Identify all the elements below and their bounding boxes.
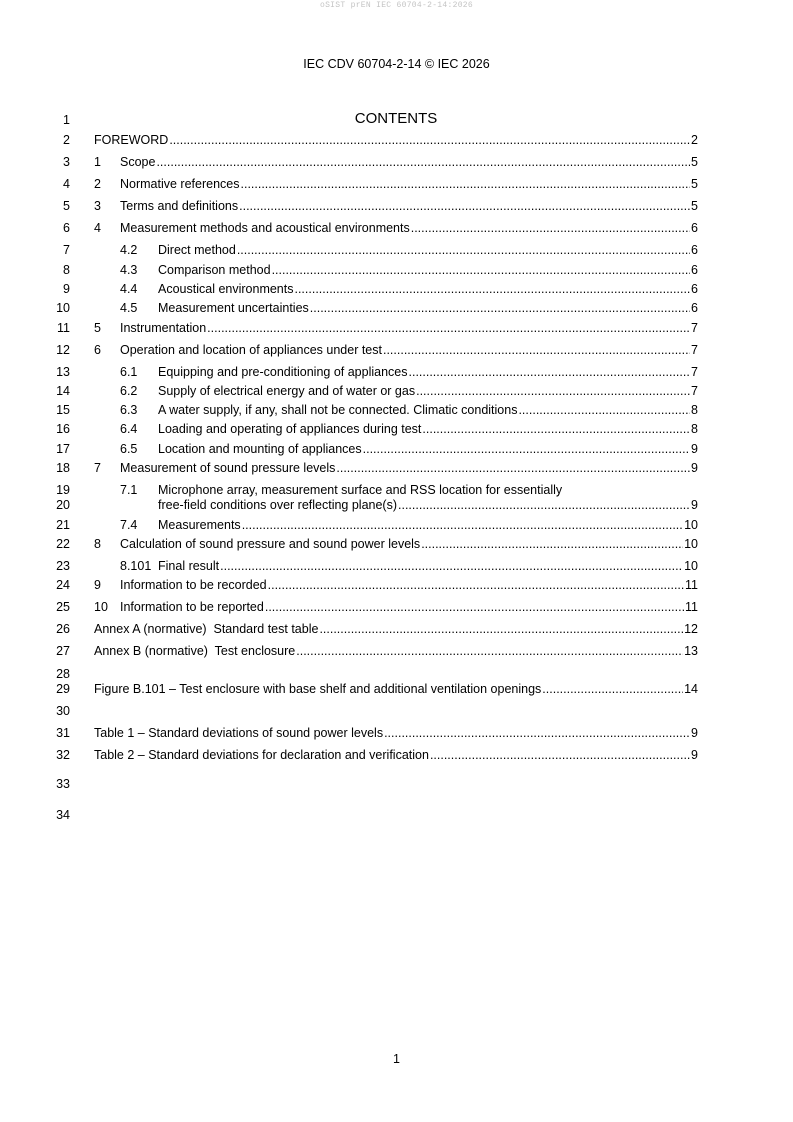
toc-entry-title: Location and mounting of appliances <box>158 442 362 456</box>
dot-leader <box>265 600 684 615</box>
toc-entry-title: Instrumentation <box>120 321 207 335</box>
line-row <box>0 461 793 476</box>
toc-entry-number: 7.4 <box>120 518 138 532</box>
toc-entry-title: Annex A (normative) Standard test table <box>94 622 319 636</box>
toc-entry-comparison-method[interactable] <box>120 263 698 278</box>
dot-leader <box>207 321 690 336</box>
line-number: 11 <box>57 321 70 335</box>
line-number: 30 <box>56 704 70 718</box>
line-number: 14 <box>56 384 70 398</box>
line-number: 9 <box>63 282 70 296</box>
dot-leader <box>542 682 683 697</box>
line-number: 5 <box>63 199 70 213</box>
contents-title: CONTENTS <box>354 110 438 127</box>
line-number: 31 <box>56 726 70 740</box>
toc-entry-title: Calculation of sound pressure and sound power levels <box>120 537 421 551</box>
toc-entry-info-recorded[interactable] <box>94 578 698 593</box>
toc-entry-title: Figure B.101 – Test enclosure with base shelf and additional ventilation openings <box>94 682 542 696</box>
toc-entry-page: 9 <box>691 442 698 456</box>
line-number: 18 <box>56 461 70 475</box>
line-number: 17 <box>56 442 70 456</box>
line-number: 15 <box>56 403 70 417</box>
line-row <box>0 155 793 170</box>
toc-entry-title: Final result <box>158 559 220 573</box>
toc-entry-number: 4.2 <box>120 243 138 257</box>
toc-entry-calculation[interactable] <box>94 537 698 552</box>
line-number: 4 <box>63 177 70 191</box>
toc-entry-info-reported[interactable] <box>94 600 698 615</box>
toc-entry-title: Information to be reported <box>120 600 264 614</box>
toc-entry-table-2[interactable] <box>94 748 698 763</box>
toc-entry-microphone-array[interactable] <box>120 483 562 498</box>
toc-entry-instrumentation[interactable] <box>94 321 698 336</box>
toc-entry-title: Equipping and pre-conditioning of appliances <box>158 365 408 379</box>
toc-entry-page: 11 <box>685 600 698 614</box>
toc-entry-page: 10 <box>684 537 698 551</box>
toc-entry-page: 12 <box>684 622 698 636</box>
toc-entry-page: 7 <box>691 365 698 379</box>
toc-entry-number: 6.3 <box>120 403 138 417</box>
dot-leader <box>409 365 691 380</box>
toc-entry-number: 6 <box>94 343 101 357</box>
line-number: 12 <box>56 343 70 357</box>
line-row <box>0 704 793 719</box>
toc-entry-page: 7 <box>691 343 698 357</box>
line-row <box>0 682 793 697</box>
dot-leader <box>169 133 690 148</box>
toc-entry-title: Operation and location of appliances under test <box>120 343 382 357</box>
dot-leader <box>237 243 690 258</box>
toc-entry-page: 5 <box>691 199 698 213</box>
toc-entry-title: Scope <box>120 155 156 169</box>
dot-leader <box>310 301 690 316</box>
line-row <box>0 537 793 552</box>
dot-leader <box>268 578 684 593</box>
toc-entry-number: 6.4 <box>120 422 138 436</box>
line-number: 1 <box>63 113 70 127</box>
line-row <box>0 263 793 278</box>
line-number: 22 <box>56 537 70 551</box>
line-row <box>0 518 793 533</box>
line-row <box>0 748 793 763</box>
toc-entry-page: 14 <box>684 682 698 696</box>
toc-entry-foreword[interactable] <box>94 133 698 148</box>
toc-entry-title: Measurement methods and acoustical environments <box>120 221 410 235</box>
line-number: 7 <box>63 243 70 257</box>
toc-entry-measurement-uncertainties[interactable] <box>120 301 698 316</box>
dot-leader <box>336 461 690 476</box>
toc-entry-final-result[interactable] <box>120 559 698 574</box>
toc-entry-title: Information to be recorded <box>120 578 267 592</box>
line-row <box>0 578 793 593</box>
dot-leader <box>518 403 690 418</box>
dot-leader <box>384 726 690 741</box>
toc-entry-page: 6 <box>691 263 698 277</box>
dot-leader <box>363 442 690 457</box>
toc-entry-number: 8 <box>94 537 101 551</box>
toc-entry-direct-method[interactable] <box>120 243 698 258</box>
toc-entry-page: 6 <box>691 243 698 257</box>
dot-leader <box>294 282 690 297</box>
toc-entry-operation-location[interactable] <box>94 343 698 358</box>
toc-entry-title: free-field conditions over reflecting plane(s) <box>158 498 398 512</box>
dot-leader <box>241 177 691 192</box>
line-row <box>0 622 793 637</box>
toc-entry-page: 9 <box>691 726 698 740</box>
toc-entry-title: Annex B (normative) Test enclosure <box>94 644 296 658</box>
dot-leader <box>430 748 690 763</box>
toc-entry-number: 6.2 <box>120 384 138 398</box>
line-row <box>0 110 793 128</box>
toc-entry-title: Measurements <box>158 518 241 532</box>
toc-entry-page: 9 <box>691 461 698 475</box>
toc-entry-page: 6 <box>691 282 698 296</box>
toc-entry-number: 7.1 <box>120 483 138 497</box>
dot-leader <box>156 155 690 170</box>
toc-entry-number: 3 <box>94 199 101 213</box>
line-row <box>0 667 793 682</box>
line-row <box>0 644 793 659</box>
page-number: 1 <box>393 1052 400 1066</box>
line-row <box>0 221 793 236</box>
line-row <box>0 403 793 418</box>
line-row <box>0 365 793 380</box>
line-row <box>0 498 793 513</box>
toc-entry-number: 1 <box>94 155 101 169</box>
line-number: 8 <box>63 263 70 277</box>
line-number: 33 <box>56 777 70 791</box>
line-row <box>0 442 793 457</box>
toc-entry-title: Measurement uncertainties <box>158 301 309 315</box>
line-number: 19 <box>56 483 70 497</box>
line-number: 29 <box>56 682 70 696</box>
line-row <box>0 384 793 399</box>
dot-leader <box>319 622 683 637</box>
line-number: 28 <box>56 667 70 681</box>
dot-leader <box>383 343 690 358</box>
line-row <box>0 343 793 358</box>
toc-entry-supply[interactable] <box>120 384 698 399</box>
toc-entry-equipping[interactable] <box>120 365 698 380</box>
toc-entry-microphone-array-cont[interactable] <box>158 498 698 513</box>
toc-entry-title: Table 2 – Standard deviations for declaration and verification <box>94 748 429 762</box>
toc-entry-measurement-methods[interactable] <box>94 221 698 236</box>
dot-leader <box>421 537 683 552</box>
line-number: 13 <box>56 365 70 379</box>
toc-entry-water-supply[interactable] <box>120 403 698 418</box>
toc-entry-page: 10 <box>684 518 698 532</box>
toc-entry-number: 6.5 <box>120 442 138 456</box>
dot-leader <box>242 518 683 533</box>
toc-entry-loading[interactable] <box>120 422 698 437</box>
dot-leader <box>416 384 690 399</box>
toc-entry-number: 4 <box>94 221 101 235</box>
line-number: 32 <box>56 748 70 762</box>
dot-leader <box>296 644 683 659</box>
line-row <box>0 199 793 214</box>
line-number: 16 <box>56 422 70 436</box>
toc-entry-number: 4.4 <box>120 282 138 296</box>
toc-entry-page: 9 <box>691 498 698 512</box>
toc-entry-page: 8 <box>691 422 698 436</box>
toc-entry-figure-b101[interactable] <box>94 682 698 697</box>
line-row <box>0 282 793 297</box>
toc-entry-page: 6 <box>691 221 698 235</box>
line-row <box>0 321 793 336</box>
toc-entry-annex-a[interactable] <box>94 622 698 637</box>
toc-entry-annex-b[interactable] <box>94 644 698 659</box>
line-number: 20 <box>56 498 70 512</box>
line-number: 26 <box>56 622 70 636</box>
toc-entry-page: 13 <box>684 644 698 658</box>
toc-entry-terms[interactable] <box>94 199 698 214</box>
dot-leader <box>398 498 690 513</box>
line-row <box>0 777 793 792</box>
toc-entry-normative-references[interactable] <box>94 177 698 192</box>
line-number: 23 <box>56 559 70 573</box>
toc-entry-page: 11 <box>685 578 698 592</box>
dot-leader <box>220 559 683 574</box>
toc-entry-title: Normative references <box>120 177 240 191</box>
line-row <box>0 422 793 437</box>
toc-entry-page: 9 <box>691 748 698 762</box>
toc-entry-measurements[interactable] <box>120 518 698 533</box>
line-row <box>0 808 793 823</box>
toc-entry-number: 9 <box>94 578 101 592</box>
toc-entry-number: 4.5 <box>120 301 138 315</box>
toc-entry-title: FOREWORD <box>94 133 169 147</box>
toc-entry-title: Measurement of sound pressure levels <box>120 461 336 475</box>
line-number: 34 <box>56 808 70 822</box>
document-header: IEC CDV 60704-2-14 © IEC 2026 <box>303 57 490 71</box>
toc-entry-table-1[interactable] <box>94 726 698 741</box>
line-number: 25 <box>56 600 70 614</box>
toc-entry-number: 2 <box>94 177 101 191</box>
dot-leader <box>411 221 690 236</box>
line-row <box>0 726 793 741</box>
toc-entry-number: 4.3 <box>120 263 138 277</box>
line-number: 27 <box>56 644 70 658</box>
line-row <box>0 559 793 574</box>
dot-leader <box>272 263 690 278</box>
toc-entry-title: Direct method <box>158 243 236 257</box>
line-number: 21 <box>56 518 70 532</box>
line-row <box>0 243 793 258</box>
line-number: 10 <box>56 301 70 315</box>
toc-entry-number: 8.101 <box>120 559 152 573</box>
toc-entry-page: 6 <box>691 301 698 315</box>
toc-entry-number: 7 <box>94 461 101 475</box>
toc-entry-title: Acoustical environments <box>158 282 294 296</box>
toc-entry-acoustical-environments[interactable] <box>120 282 698 297</box>
toc-entry-title: Loading and operating of appliances during test <box>158 422 422 436</box>
toc-entry-number: 10 <box>94 600 108 614</box>
dot-leader <box>422 422 690 437</box>
toc-entry-page: 8 <box>691 403 698 417</box>
toc-entry-title: A water supply, if any, shall not be connected. Climatic conditions <box>158 403 518 417</box>
toc-entry-page: 7 <box>691 321 698 335</box>
line-number: 6 <box>63 221 70 235</box>
toc-entry-title: Table 1 – Standard deviations of sound power levels <box>94 726 384 740</box>
toc-entry-title: Comparison method <box>158 263 271 277</box>
toc-entry-page: 5 <box>691 177 698 191</box>
line-row <box>0 177 793 192</box>
toc-entry-page: 2 <box>691 133 698 147</box>
toc-entry-number: 5 <box>94 321 101 335</box>
toc-entry-page: 5 <box>691 155 698 169</box>
line-row <box>0 301 793 316</box>
line-number: 3 <box>63 155 70 169</box>
line-row <box>0 600 793 615</box>
watermark: oSIST prEN IEC 60704-2-14:2026 <box>319 1 474 10</box>
toc-entry-title: Microphone array, measurement surface and RSS location for essentially <box>158 483 563 497</box>
toc-entry-title: Terms and definitions <box>120 199 239 213</box>
dot-leader <box>239 199 690 214</box>
line-row <box>0 133 793 148</box>
toc-entry-sound-pressure[interactable] <box>94 461 698 476</box>
toc-entry-location-mounting[interactable] <box>120 442 698 457</box>
toc-entry-number: 6.1 <box>120 365 138 379</box>
line-number: 24 <box>56 578 70 592</box>
toc-entry-page: 7 <box>691 384 698 398</box>
toc-entry-title: Supply of electrical energy and of water or gas <box>158 384 416 398</box>
line-row <box>0 483 793 498</box>
toc-entry-page: 10 <box>684 559 698 573</box>
toc-entry-scope[interactable] <box>94 155 698 170</box>
line-number: 2 <box>63 133 70 147</box>
